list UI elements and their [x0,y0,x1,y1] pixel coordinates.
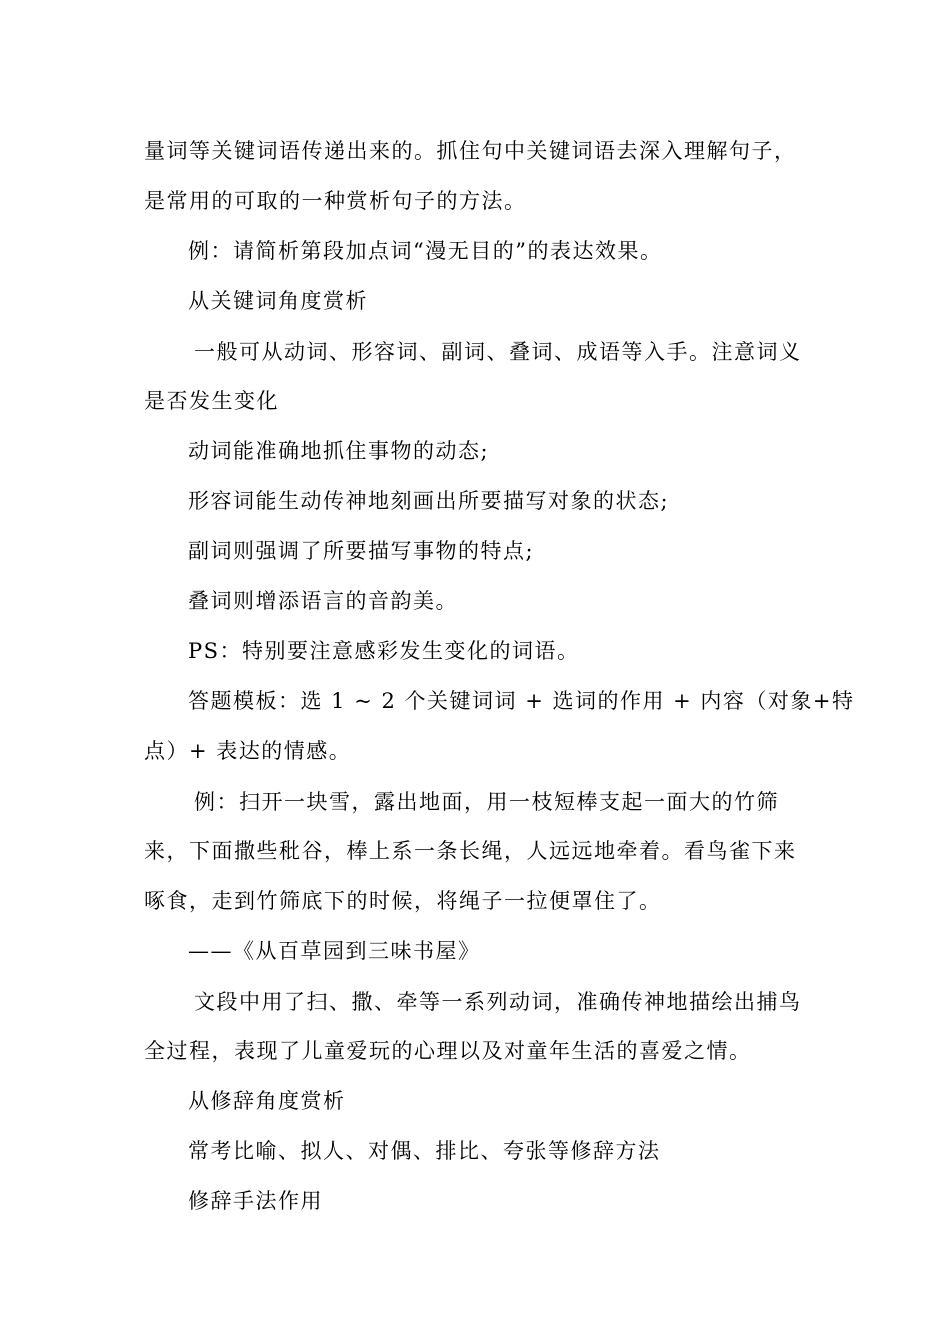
text-line: 一般可从动词、形容词、副词、叠词、成语等入手。注意词义 [194,340,802,364]
text-line: 文段中用了扫、撒、牵等一系列动词，准确传神地描绘出捕鸟 [194,990,802,1014]
text-line: 叠词则增添语言的音韵美。 [188,589,458,613]
example-line: 例：扫开一块雪，露出地面，用一枝短棒支起一面大的竹筛 [194,790,779,814]
section-heading: 从修辞角度赏析 [188,1089,346,1113]
template-line: 点）+ 表达的情感。 [144,739,352,763]
text-line: 是否发生变化 [144,389,279,413]
example-line: 来，下面撒些秕谷，棒上系一条长绳，人远远地牵着。看鸟雀下来 [144,839,797,863]
text-line: 形容词能生动传神地刻画出所要描写对象的状态; [188,489,670,513]
section-heading: 从关键词角度赏析 [188,289,368,313]
section-heading: 修辞手法作用 [188,1189,323,1213]
example-line: 啄食，走到竹筛底下的时候，将绳子一拉便罩住了。 [144,889,662,913]
citation-line: ——《从百草园到三味书屋》 [188,939,481,963]
note-line: PS：特别要注意感彩发生变化的词语。 [188,639,580,663]
text-line: 动词能准确地抓住事物的动态; [188,439,490,463]
text-line: 是常用的可取的一种赏析句子的方法。 [144,189,527,213]
text-line: 全过程，表现了儿童爱玩的心理以及对童年生活的喜爱之情。 [144,1039,752,1063]
template-line: 答题模板：选 1 ~ 2 个关键词词 + 选词的作用 + 内容（对象+特 [188,689,855,713]
text-line: 常考比喻、拟人、对偶、排比、夸张等修辞方法 [188,1139,661,1163]
example-line: 例：请简析第段加点词“漫无目的”的表达效果。 [188,239,663,263]
text-line: 副词则强调了所要描写事物的特点; [188,539,535,563]
text-line: 量词等关键词语传递出来的。抓住句中关键词语去深入理解句子， [144,139,797,163]
